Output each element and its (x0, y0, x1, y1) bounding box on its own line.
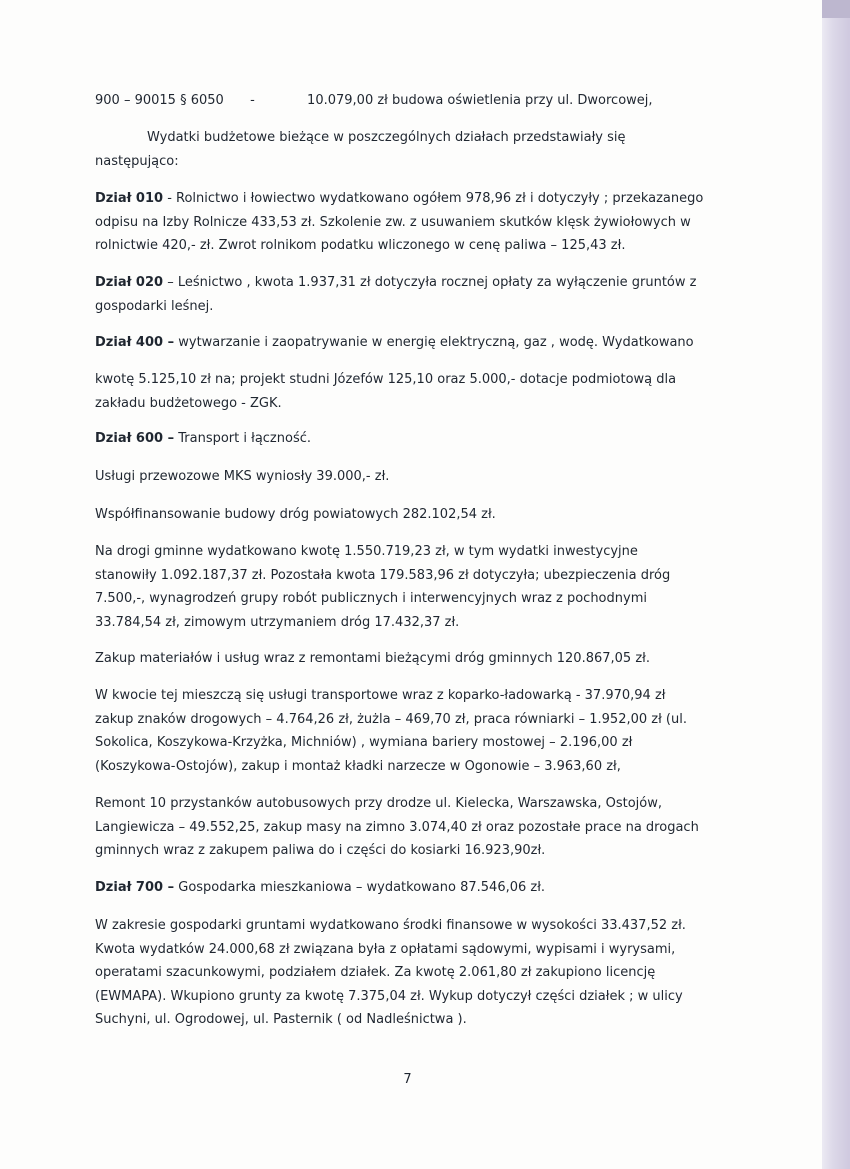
dzial-020-paragraph (95, 271, 735, 318)
remont-paragraph (95, 792, 735, 863)
text-line: Suchyni, ul. Ogrodowej, ul. Pasternik ( od Nadleśnictwa ). (95, 1012, 467, 1027)
text-line: Na drogi gminne wydatkowano kwotę 1.550.719,23 zł, w tym wydatki inwestycyjne (95, 544, 638, 559)
dzial-400-heading (95, 331, 735, 355)
intro-paragraph (95, 126, 735, 173)
dzial-600-label: Dział 600 – (95, 431, 175, 446)
uslugi-transportowe-paragraph (95, 684, 735, 778)
scan-edge-corner (822, 0, 850, 18)
text-line: Langiewicza – 49.552,25, zakup masy na zimno 3.074,40 zł oraz pozostałe prace na drogach (95, 819, 699, 835)
text-line: operatami szacunkowymi, podziałem działek. Za kwotę 2.061,80 zł zakupiono licencję (95, 965, 656, 980)
budget-code-dash: - (250, 93, 255, 108)
page-number: 7 (403, 1072, 412, 1087)
budget-code-text: 10.079,00 zł budowa oświetlenia przy ul. Dworcowej, (307, 93, 653, 108)
dzial-400-label: Dział 400 – (95, 335, 175, 350)
dzial-600-heading (95, 427, 735, 451)
budget-code-line (95, 89, 735, 113)
text-line: zakup znaków drogowych – 4.764,26 zł, żużla – 469,70 zł, praca równiarki – 1.952,00 zł (ul. (95, 711, 687, 727)
text-line: W kwocie tej mieszczą się usługi transportowe wraz z koparko-ładowarką - 37.970,94 zł (95, 688, 666, 703)
text-line: następująco: (95, 153, 179, 169)
text-line: gospodarki leśnej. (95, 298, 214, 314)
text-line: wytwarzanie i zaopatrywanie w energię elektryczną, gaz , wodę. Wydatkowano (174, 335, 694, 350)
dzial-700-label: Dział 700 – (95, 880, 175, 895)
text-line: W zakresie gospodarki gruntami wydatkowano środki finansowe w wysokości 33.437,52 zł. (95, 918, 686, 933)
text-line: 33.784,54 zł, zimowym utrzymaniem dróg 17.432,37 zł. (95, 614, 460, 630)
text-line: stanowiły 1.092.187,37 zł. Pozostała kwota 179.583,96 zł dotyczyła; ubezpieczenia dróg (95, 567, 671, 583)
dzial-010-paragraph (95, 187, 735, 258)
text-line: rolnictwie 420,- zł. Zwrot rolnikom podatku wliczonego w cenę paliwa – 125,43 zł. (95, 238, 626, 253)
text-line: Wydatki budżetowe bieżące w poszczególnych działach przedstawiały się (147, 130, 626, 145)
dzial-010-label: Dział 010 (95, 191, 164, 206)
gospodarka-gruntami-paragraph (95, 914, 735, 1032)
wspolfinansowanie-line: Współfinansowanie budowy dróg powiatowych 282.102,54 zł. (95, 507, 496, 522)
text-line: – Leśnictwo , kwota 1.937,31 zł dotyczyła rocznej opłaty za wyłączenie gruntów z (163, 275, 697, 290)
text-line: (EWMAPA). Wkupiono grunty za kwotę 7.375,04 zł. Wykup dotyczył części działek ; w ulicy (95, 988, 683, 1004)
text-line: Sokolica, Koszykowa-Krzyżka, Michniów) , wymiana bariery mostowej – 2.196,00 zł (95, 735, 633, 750)
dzial-700-heading (95, 876, 735, 900)
text-line: - Rolnictwo i łowiectwo wydatkowano ogółem 978,96 zł i dotyczyły ; przekazanego (163, 191, 704, 206)
text-line: odpisu na Izby Rolnicze 433,53 zł. Szkolenie zw. z usuwaniem skutków klęsk żywiołowych w (95, 214, 691, 230)
dzial-600-title: Transport i łączność. (174, 431, 311, 446)
drogi-gminne-paragraph (95, 540, 735, 634)
text-line: Remont 10 przystanków autobusowych przy drodze ul. Kielecka, Warszawska, Ostojów, (95, 796, 662, 811)
dzial-020-label: Dział 020 (95, 275, 164, 290)
budget-code: 900 – 90015 § 6050 (95, 93, 224, 108)
dzial-700-text: Gospodarka mieszkaniowa – wydatkowano 87.546,06 zł. (174, 880, 546, 895)
zakup-materialow-line: Zakup materiałów i usług wraz z remontami bieżącymi dróg gminnych 120.867,05 zł. (95, 651, 650, 666)
scan-edge-shadow (822, 0, 850, 1169)
text-line: kwotę 5.125,10 zł na; projekt studni Józefów 125,10 oraz 5.000,- dotacje podmiotową dla (95, 372, 677, 387)
text-line: zakładu budżetowego - ZGK. (95, 395, 282, 411)
dzial-400-paragraph (95, 368, 735, 415)
text-line: 7.500,-, wynagrodzeń grupy robót publicznych i interwencyjnych wraz z pochodnymi (95, 591, 647, 606)
mks-line: Usługi przewozowe MKS wyniosły 39.000,- zł. (95, 469, 390, 484)
text-line: gminnych wraz z zakupem paliwa do i części do kosiarki 16.923,90zł. (95, 843, 546, 858)
text-line: (Koszykowa-Ostojów), zakup i montaż kładki narzecze w Ogonowie – 3.963,60 zł, (95, 758, 621, 774)
text-line: Kwota wydatków 24.000,68 zł związana była z opłatami sądowymi, wypisami i wyrysami, (95, 941, 676, 957)
